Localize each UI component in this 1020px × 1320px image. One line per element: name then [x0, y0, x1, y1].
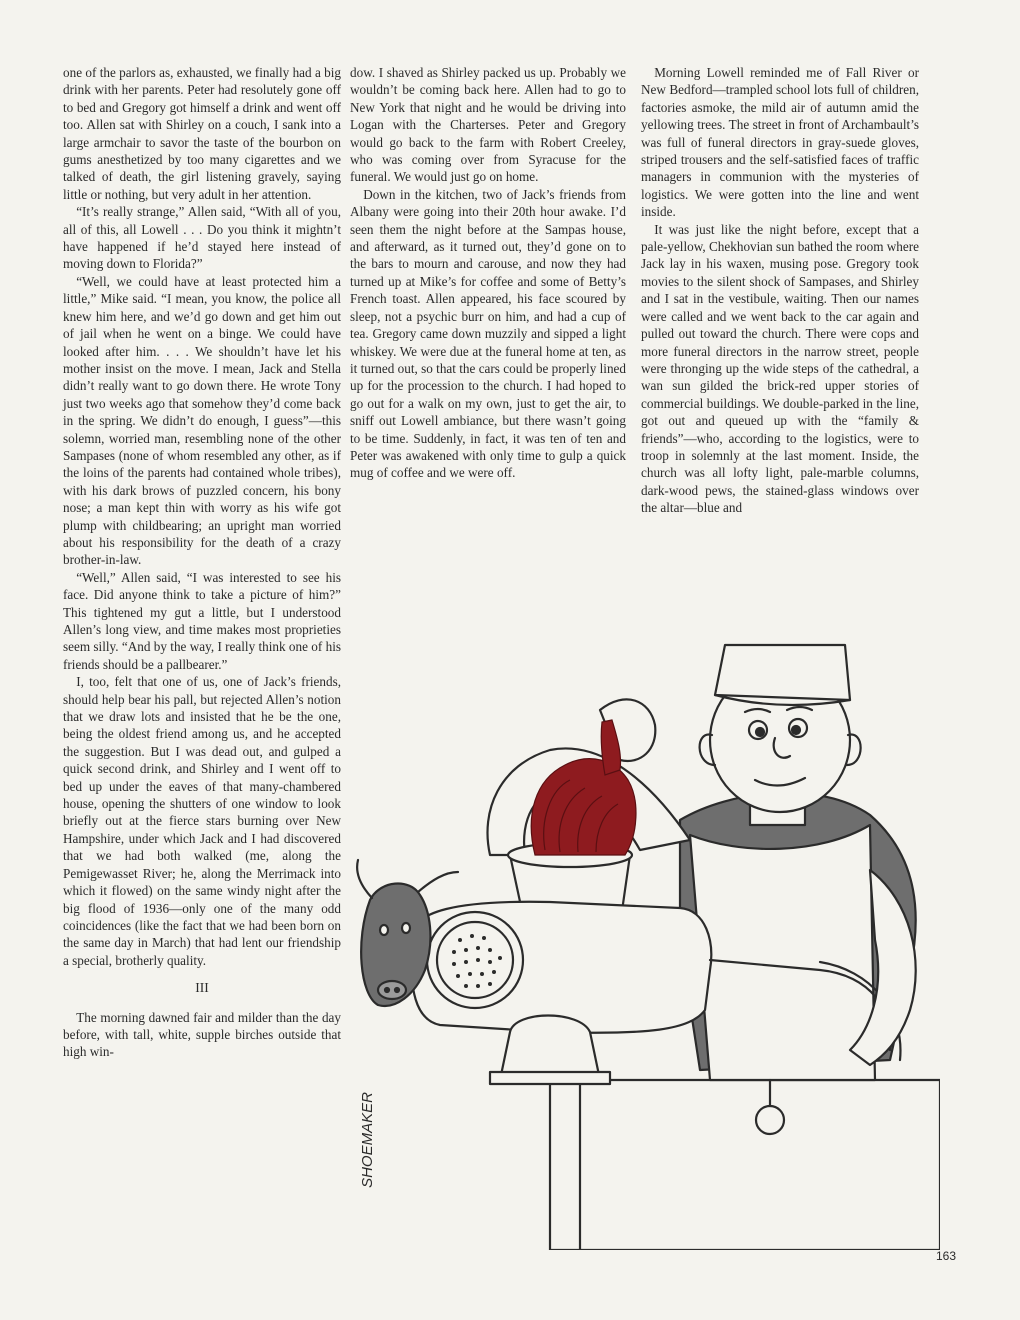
artist-signature	[352, 1055, 392, 1225]
paragraph: dow. I shaved as Shirley packed us up. Probably we wouldn’t be coming back here. Allen had to go to New York that night and he would be driving into Logan with the Charterses. Peter and Gregory would go back to the farm with Robert Creeley, who was coming over from Syracuse for the funeral. We would just go on home.	[350, 65, 626, 185]
svg-text:SHOEMAKER: SHOEMAKER	[359, 1092, 376, 1188]
page-number: 163	[936, 1249, 957, 1263]
butcher-grinding-bull-icon	[350, 640, 940, 1250]
section-heading: III	[195, 980, 209, 996]
paragraph: “Well, we could have at least protected him a little,” Mike said. “I mean, you know, the police all knew him here, and we’d go down and get him out of jail when he went on a binge. We could have looked after him. . . . We shouldn’t have let his mother insist on the move. I mean, Jack and Stella didn’t really want to go down there. He wrote Tony just two weeks ago that somehow they’d come back in the spring. We didn’t do enough, I guess”—this solemn, worried man, resembling none of the other Sampases (none of whom resembled any other, as if the loins of the parents had contained whole tribes), with his dark brows of puzzled concern, his bony nose; a man kept thin with worry as his wife got plump with childbearing; an upright man worried about his responsibility for the death of a crazy brother-in-law.	[63, 273, 341, 568]
paragraph: The morning dawned fair and milder than the day before, with tall, white, supple birches outside that high win-	[63, 1009, 341, 1060]
article-column-1	[63, 64, 341, 1061]
paragraph: one of the parlors as, exhausted, we finally had a big drink with her parents. Peter had resolutely gone off to bed and Gregory got himself a drink and went off too. Allen sat with Shirley on a couch, I sank into a large armchair to savor the taste of the bourbon on gums anesthetized by too many cigarettes and we talked of death, the girl listening gravely, saying little or nothing, but very adult in her attention.	[63, 65, 341, 202]
paragraph: “Well,” Allen said, “I was interested to see his face. Did anyone think to take a picture of him?” This tightened my gut a little, but I understood Allen’s long view, and time makes most proprieties seem silly. “And by the way, I really think one of his friends should be a pallbearer.”	[63, 569, 341, 672]
paragraph: I, too, felt that one of us, one of Jack’s friends, should help bear his pall, but rejected Allen’s notion that we draw lots and insisted that he be the one, being the oldest friend among us, and he accepted the suggestion. But I was dead out, and gulped a quick second drink, and Shirley and I went off to bed up under the eaves of that many-chambered house, opening the shutters of one window to look briefly out at the fierce stars burning over New Hampshire, under which Jack and I had discovered that we had both walked (me, along the Pemigewasset River; he, along the Merrimack into which it flowed) on the same windy night after the big flood of 1936—only one of the many odd coincidences (like the fact that we had been born on the same day in March) that had lent our friendship a special, brotherly quality.	[63, 674, 341, 968]
paragraph: “It’s really strange,” Allen said, “With all of you, all of this, all Lowell . . . Do you think it mightn’t have happened if he’d stayed here instead of moving down to Florida?”	[63, 204, 341, 272]
article-column-3	[641, 64, 919, 517]
paragraph: Down in the kitchen, two of Jack’s friends from Albany were going into their 20th hour awake. I’d seen them the night before at the Sampas house, and afterward, as it turned out, they’d gone on to the bars to mourn and carouse, and now they had turned up at Mike’s for coffee and some of Betty’s French toast. Allen appeared, his face scoured by sleep, not a psychic burr on him, and had a cup of tea. Gregory came down muzzily and sipped a light whiskey. We were due at the funeral home at ten, as it turned out, so that the cars could be properly lined up for the procession to the church. I had hoped to go out for a walk on my own, just to get the air, to sniff out Lowell ambiance, but there wasn’t going to be time. Suddenly, in fact, it was ten of ten and Peter was awakened with only time to gulp a quick mug of coffee and we were off.	[350, 186, 626, 481]
article-column-2	[350, 64, 626, 482]
paragraph: Morning Lowell reminded me of Fall River or New Bedford—trampled school lots full of children, factories asmoke, the mild air of autumn amid the yellowing trees. The street in front of Archambault’s was full of funeral directors in gray-suede gloves, striped trousers and the self-satisfied faces of traffic managers in communion with the mysteries of logistics. We were gotten into the line and went inside.	[641, 65, 919, 220]
paragraph: It was just like the night before, except that a pale-yellow, Chekhovian sun bathed the room where Jack lay in his waxen, musing pose. Gregory took movies to the silent shock of Sampases, and Shirley and I sat in the vestibule, waiting. Then our names were called and we went back to the car again and pulled out toward the church. There were cops and more funeral directors in the narrow street, people were thronging up the wide steps of the cathedral, a wan sun gilded the brick-red upper stories of commercial buildings. We double-parked in the line, got out and queued up with the “family & friends”—who, according to the logistics, were to troop in solemnly at the last moment. Inside, the church was all lofty light, pale-marble columns, dark-wood pews, the stained-glass windows over the altar—blue and	[641, 221, 919, 516]
